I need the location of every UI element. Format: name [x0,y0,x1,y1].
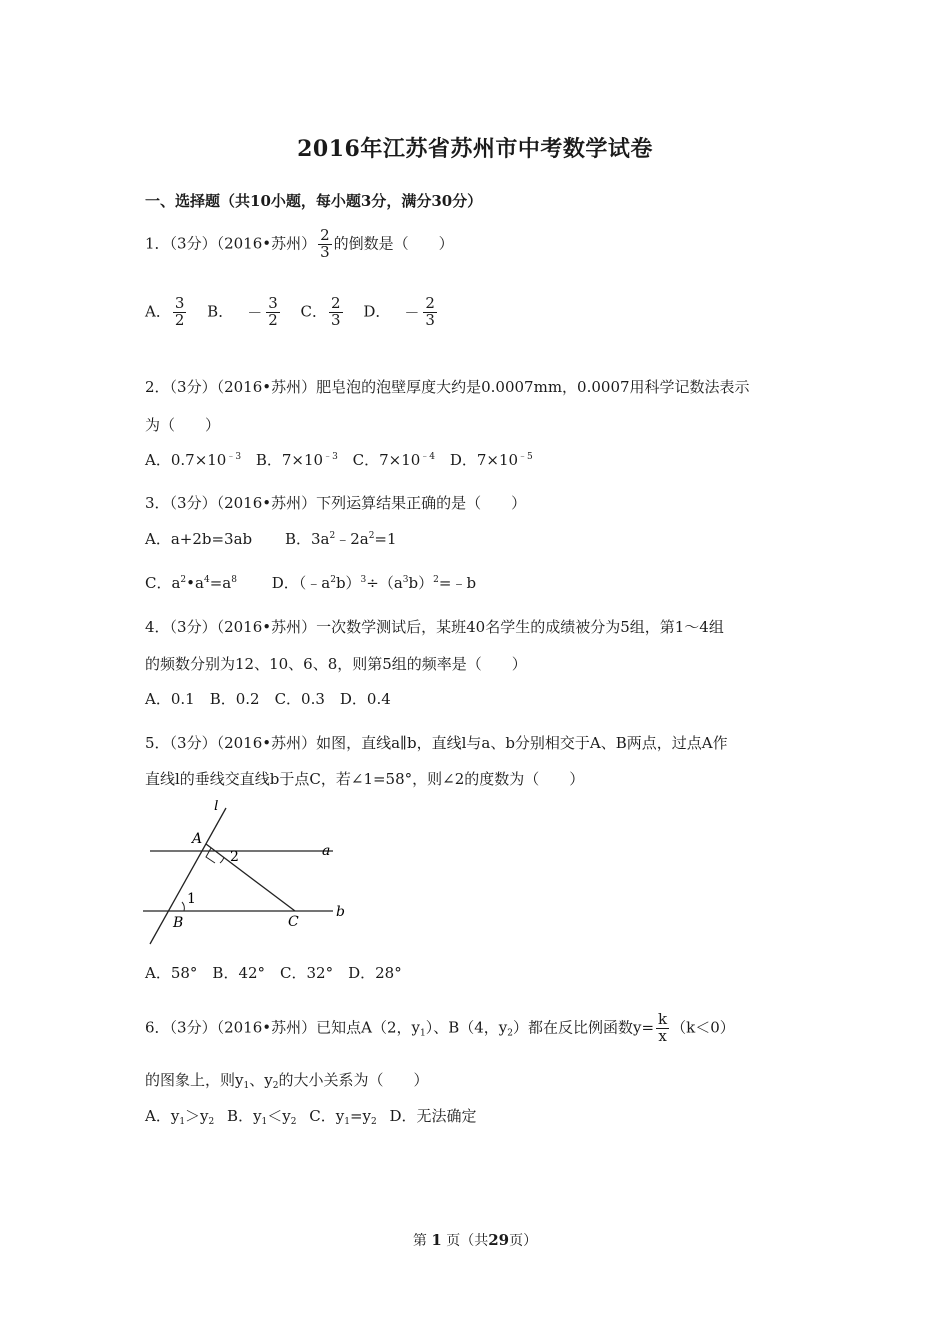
q6-option-a: A．$y_1>y_2$ [145,1107,215,1127]
q6-option-b: B．$y_1<y_2$ [227,1107,297,1127]
question-3-options-cd [145,572,476,593]
q3-option-b: B．$3a^2﹣2a^2=1$ [284,530,397,548]
option-label: B． [207,302,234,321]
page-number: 1 [431,1231,442,1249]
q1-fraction [318,228,332,261]
option-numerator: 2 [331,294,341,312]
option-label: D． [363,302,391,321]
total-pages: 29 [488,1231,510,1249]
angle-2-arc [220,857,224,863]
option-label: A． [145,302,171,321]
question-1-options [145,296,439,329]
angle-1-arc [182,902,184,911]
option-denominator: 3 [331,310,341,329]
option-numerator: 3 [268,294,278,312]
option-denominator: 2 [268,310,278,329]
question-2-line-1: 2．（3分）（2016•苏州）肥皂泡的泡壁厚度大约是0.0007mm，0.0007用科学记数法表示 [145,378,750,396]
q3-option-c: C．$a^2•a^4=a^8$ [145,574,237,592]
label-b: b [336,904,345,920]
question-2-line-2: 为（ ） [145,416,221,434]
option-denominator: 2 [174,310,185,329]
q1-frac-numerator: 2 [320,226,330,244]
segment-ac [206,844,295,911]
exponent: ﹣4 [420,452,436,462]
exponent: ﹣5 [518,452,533,462]
option-label: C． [300,302,328,321]
question-2-options [145,449,533,470]
q1-prefix: 1．（3分）（2016•苏州） [145,234,317,253]
question-4-line-2: 的频数分别为12、10、6、8，则第5组的频率是（ ） [145,655,527,673]
minus-sign: － [247,303,263,322]
label-B: B [173,915,184,931]
question-6-options [145,1105,477,1127]
question-3-stem: 3．（3分）（2016•苏州）下列运算结果正确的是（ ） [145,494,527,512]
q3-option-a: A．a+2b=3ab [145,530,253,548]
question-4-line-1: 4．（3分）（2016•苏州）一次数学测试后，某班40名学生的成绩被分为5组，第1～4组 [145,618,724,636]
page-title: 2016年江苏省苏州市中考数学试卷 [297,136,653,162]
question-1-stem [145,228,454,261]
geometry-figure [138,800,358,950]
question-5-options: A．58° B．42° C．32° D．28° [145,964,402,982]
question-4-options: A．0.1 B．0.2 C．0.3 D．0.4 [145,690,391,708]
q6-option-d: D．无法确定 [389,1107,477,1125]
label-l: l [214,800,219,814]
q1-frac-denominator: 3 [320,242,330,261]
q1-option-d [363,296,439,329]
q2-option-d: D．7×10 [449,451,519,469]
label-angle-2: 2 [230,849,239,865]
q2-option-b: B．7×10 [255,451,324,469]
option-denominator: 3 [425,310,435,329]
q2-option-c: C．7×10 [352,451,421,469]
q2-option-a: A．0.7×10 [145,451,227,469]
q1-suffix: 的倒数是（ ） [333,234,454,253]
label-A: A [192,831,203,847]
page-footer: 第 1 页（共29页） [412,1231,538,1249]
q6-fraction: $\frac{k}{x}$ [658,1010,668,1045]
question-5-line-2: 直线l的垂线交直线b于点C，若∠1=58°，则∠2的度数为（ ） [145,770,585,788]
q1-option-b [207,296,282,329]
q1-option-a [145,296,188,329]
option-numerator: 3 [174,294,185,312]
q6-option-c: C．$y_1=y_2$ [309,1107,377,1127]
label-angle-1: 1 [187,891,196,907]
section-heading: 一、选择题（共10小题，每小题3分，满分30分） [145,192,483,210]
question-5-line-1: 5．（3分）（2016•苏州）如图，直线a∥b，直线l与a、b分别相交于A、B两点，过点A作 [145,734,728,752]
option-numerator: 2 [425,294,435,312]
q1-option-c [301,296,345,329]
label-a: a [322,843,331,859]
exponent: ﹣3 [323,452,338,462]
line-l [150,808,226,944]
question-3-options-ab [145,528,397,549]
exponent: ﹣3 [226,452,242,462]
question-6-line-2: 的图象上，则$y_1$、$y_2$的大小关系为（ ） [145,1071,429,1091]
q3-option-d: D．$(﹣a^2b)^3\div(a^3b)^2=﹣b$ [271,574,477,592]
minus-sign: － [404,303,420,322]
question-6-stem: 6．（3分）（2016•苏州）已知点A（2，$y_1$）、B（4，$y_2$）都在反比例函数y= $\frac{k}{x}$ （k＜0） [145,1010,735,1045]
label-C: C [288,914,299,930]
